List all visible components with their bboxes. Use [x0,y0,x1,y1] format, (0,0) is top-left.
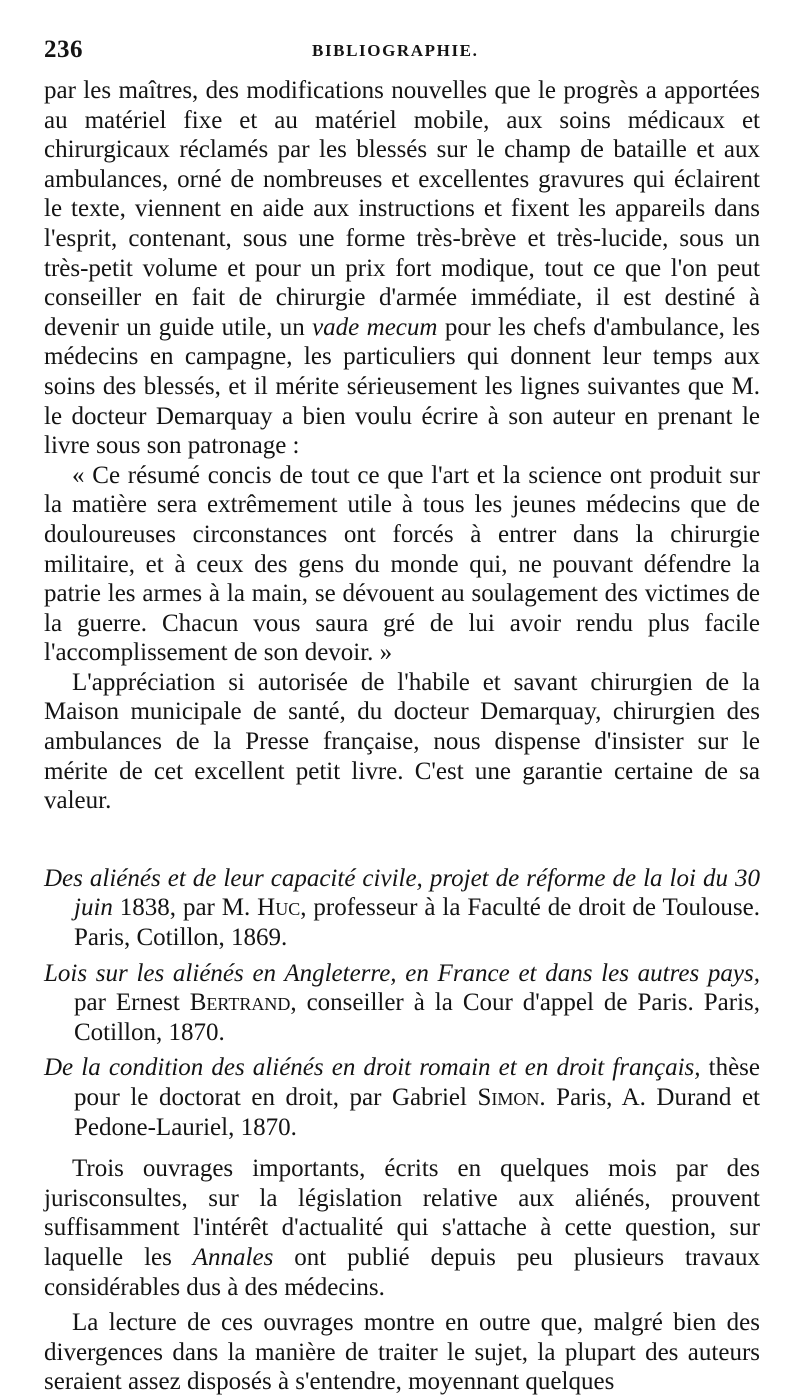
paragraph: La lecture de ces ouvrages montre en outre que, malgré bien des divergences dans la manière de traiter le sujet, la plupart des auteurs seraient assez disposés à s'entendre, moyennant quelques [44,1309,760,1396]
running-title: BIBLIOGRAPHIE. [312,41,479,60]
author-name: Huc [257,894,301,922]
author-name: Bertrand [189,989,291,1017]
italic-term: Annales [192,1243,274,1271]
paragraph: L'appréciation si autorisée de l'habile et savant chirurgien de la Maison municipale de santé, du docteur Demarquay, chirurgien des ambulances de la Presse française, nous dispense d'insister sur le mérite de cet excellent petit livre. C'est une garantie certaine de sa valeur. [44,668,760,815]
bibliography-entry: Des aliénés et de leur capacité civile, projet de réforme de la loi du 30 juin 1838, par M. Huc, professeur à la Faculté de droit de Toulouse. Paris, Cotillon, 1869. [44,864,760,952]
italic-term: vade mecum [312,313,438,341]
quotation-paragraph: « Ce résumé concis de tout ce que l'art et la science ont produit sur la matière sera extrêmement utile à tous les jeunes médecins que de douloureuses circonstances ont forcés à entrer dans la chirurgie militaire, et à ceux des gens du monde qui, ne pouvant défendre la patrie les armes à la main, se dévouent au soulagement des victimes de la guerre. Chacun vous saura gré de lui avoir rendu plus facile l'accomplissement de son devoir. » [44,461,760,667]
bibliography-entry: De la condition des aliénés en droit romain et en droit français, thèse pour le doctorat en droit, par Gabriel Simon. Paris, A. Durand et Pedone-Lauriel, 1870. [44,1054,760,1141]
book-page [44,36,760,1397]
paragraph-continuation: par les maîtres, des modifications nouvelles que le progrès a apportées au matériel fixe et au matériel mobile, aux soins médicaux et chirurgicaux réclamés par les blessés sur le champ de bataille et aux ambulances, orné de nombreuses et excellentes gravures qui éclairent le texte, viennent en aide aux instructions et fixent les appareils dans l'esprit, contenant, sous une forme très-brève et très-lucide, sous un très-petit volume et pour un prix fort modique, tout ce que l'on peut conseiller en fait de chirurgie d'armée immédiate, il est destiné à devenir un guide utile, un vade mecum pour les chefs d'ambulance, les médecins en campagne, les particuliers qui donnent leur temps aux soins des blessés, et il mérite sérieusement les lignes suivantes que M. le docteur Demarquay a bien voulu écrire à son auteur en prenant le livre sous son patronage : [44,77,760,460]
author-name: Simon [477,1084,540,1111]
review-continuation [44,76,760,816]
page-number: 236 [44,36,83,63]
bibliography-entries [44,864,760,1142]
running-head [44,36,760,72]
bibliography-entry: Lois sur les aliénés en Angleterre, en France et dans les autres pays, par Ernest Bertrand, conseiller à la Cour d'appel de Paris. Paris, Cotillon, 1870. [44,959,760,1046]
review-body [44,1154,760,1397]
paragraph: Trois ouvrages importants, écrits en quelques mois par des jurisconsultes, sur la législation relative aux aliénés, prouvent suffisamment l'intérêt d'actualité qui s'attache à cette question, sur laquelle les Annales ont publié depuis peu plusieurs travaux considérables dus à des médecins. [44,1155,760,1301]
